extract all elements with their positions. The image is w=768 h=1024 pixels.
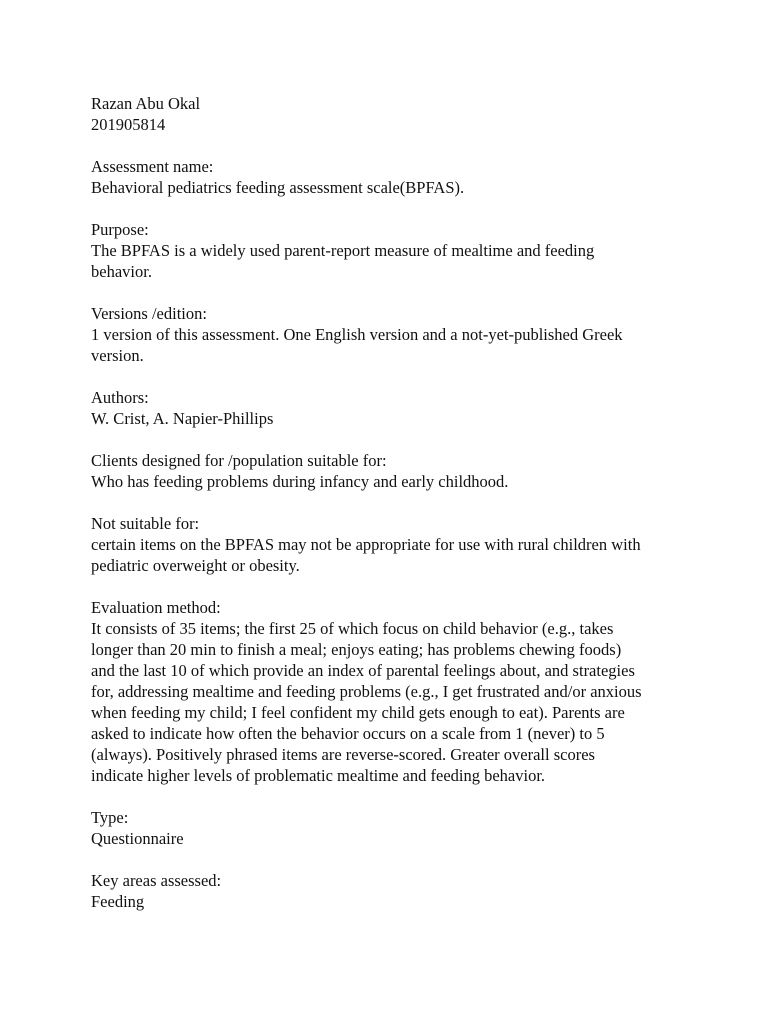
section-not-suitable <box>91 513 691 576</box>
section-label: Purpose: <box>91 220 149 239</box>
section-text: Behavioral pediatrics feeding assessment scale(BPFAS). <box>91 178 465 197</box>
section-clients <box>91 450 691 492</box>
section-text: Who has feeding problems during infancy and early childhood. <box>91 472 509 491</box>
section-text: Questionnaire <box>91 829 184 848</box>
section-text: It consists of 35 items; the first 25 of which focus on child behavior (e.g., takes <box>91 619 614 638</box>
student-id: 201905814 <box>91 115 166 134</box>
section-text: (always). Positively phrased items are reverse-scored. Greater overall scores <box>91 745 595 764</box>
section-text: pediatric overweight or obesity. <box>91 556 300 575</box>
section-label: Assessment name: <box>91 157 214 176</box>
section-text: 1 version of this assessment. One English version and a not-yet-published Greek <box>91 325 623 344</box>
section-authors <box>91 387 691 429</box>
section-label: Authors: <box>91 388 149 407</box>
section-text: when feeding my child; I feel confident my child gets enough to eat). Parents are <box>91 703 625 722</box>
section-key-areas <box>91 870 691 912</box>
header-block <box>91 93 691 135</box>
section-label: Versions /edition: <box>91 304 207 323</box>
section-text: indicate higher levels of problematic mealtime and feeding behavior. <box>91 766 546 785</box>
section-assessment-name <box>91 156 691 198</box>
section-versions <box>91 303 691 366</box>
section-label: Type: <box>91 808 129 827</box>
section-text: W. Crist, A. Napier-Phillips <box>91 409 274 428</box>
section-text: asked to indicate how often the behavior occurs on a scale from 1 (never) to 5 <box>91 724 605 743</box>
section-text: Feeding <box>91 892 145 911</box>
section-evaluation-method <box>91 597 691 786</box>
section-text: and the last 10 of which provide an index of parental feelings about, and strategies <box>91 661 635 680</box>
section-label: Not suitable for: <box>91 514 200 533</box>
section-purpose <box>91 219 691 282</box>
section-text: for, addressing mealtime and feeding problems (e.g., I get frustrated and/or anxious <box>91 682 642 701</box>
section-label: Key areas assessed: <box>91 871 222 890</box>
section-text: certain items on the BPFAS may not be appropriate for use with rural children with <box>91 535 641 554</box>
section-text: The BPFAS is a widely used parent-report measure of mealtime and feeding <box>91 241 595 260</box>
section-text: version. <box>91 346 144 365</box>
section-label: Evaluation method: <box>91 598 221 617</box>
author-name: Razan Abu Okal <box>91 94 201 113</box>
section-text: longer than 20 min to finish a meal; enjoys eating; has problems chewing foods) <box>91 640 622 659</box>
section-type <box>91 807 691 849</box>
document-body <box>91 93 691 933</box>
section-label: Clients designed for /population suitable for: <box>91 451 387 470</box>
section-text: behavior. <box>91 262 152 281</box>
